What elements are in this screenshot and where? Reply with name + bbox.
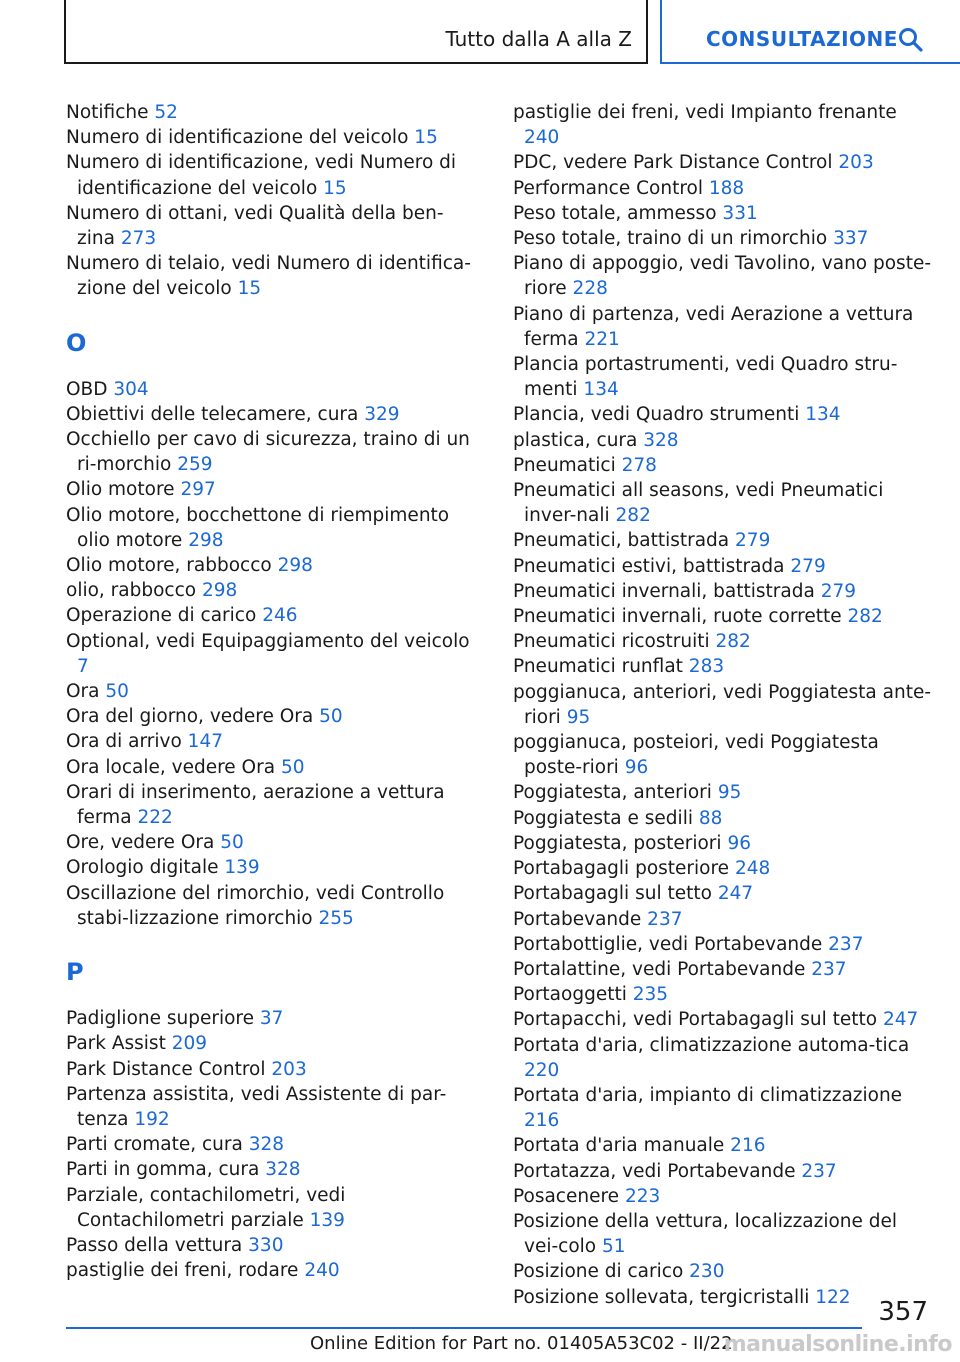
index-entry: [66, 1132, 480, 1157]
index-entry: [513, 1184, 933, 1209]
entry-term: Pneumatici estivi, battistrada: [513, 555, 785, 577]
entry-term: pastiglie dei freni, rodare: [66, 1260, 299, 1282]
entry-page-link[interactable]: 134: [805, 404, 841, 426]
index-entry: [513, 831, 933, 856]
entry-term: Ora: [66, 681, 100, 703]
entry-term: Portata d'aria manuale: [513, 1135, 725, 1157]
entry-page-link[interactable]: 278: [621, 454, 657, 476]
entry-term: Olio motore, rabbocco: [66, 555, 272, 577]
index-entry: [66, 780, 480, 830]
entry-page-link[interactable]: 50: [220, 832, 244, 854]
entry-page-link[interactable]: 282: [615, 505, 651, 527]
entry-term: Portabevande: [513, 908, 642, 930]
index-entry: [513, 982, 933, 1007]
section-title: Tutto dalla A alla Z: [445, 27, 632, 51]
entry-page-link[interactable]: 304: [113, 378, 149, 400]
entry-term: Plancia, vedi Quadro strumenti: [513, 404, 800, 426]
entry-page-link[interactable]: 228: [572, 278, 608, 300]
entry-page-link[interactable]: 139: [309, 1209, 345, 1231]
entry-term: Operazione di carico: [66, 605, 257, 627]
entry-page-link[interactable]: 216: [524, 1110, 560, 1132]
index-entry: [66, 402, 480, 427]
entry-term: Ora del giorno, vedere Ora: [66, 706, 314, 728]
index-entry: [513, 176, 933, 201]
page-header: [0, 0, 960, 66]
index-entry: [66, 201, 480, 251]
entry-page-link[interactable]: 237: [801, 1160, 837, 1182]
entry-page-link[interactable]: 220: [524, 1059, 560, 1081]
entry-term: Numero di identificazione del veicolo: [66, 127, 409, 149]
entry-page-link[interactable]: 337: [833, 228, 869, 250]
entry-term: Piano di partenza, vedi Aerazione a vettura ferma: [513, 303, 914, 350]
entry-term: Pneumatici runflat: [513, 656, 683, 678]
index-entry: [513, 604, 933, 629]
entry-page-link[interactable]: 95: [717, 782, 742, 804]
index-entry: [513, 932, 933, 957]
entry-term: Ore, vedere Ora: [66, 832, 215, 854]
search-icon[interactable]: [898, 27, 924, 53]
entry-page-link[interactable]: 96: [727, 832, 751, 854]
index-entry: [66, 881, 480, 931]
entry-page-link[interactable]: 283: [688, 656, 725, 678]
entry-term: Passo della vettura: [66, 1234, 243, 1256]
entry-page-link[interactable]: 96: [624, 757, 649, 779]
entry-page-link[interactable]: 279: [820, 580, 857, 602]
index-entry: [66, 578, 480, 603]
index-entry: [513, 251, 933, 301]
entry-page-link[interactable]: 279: [790, 555, 826, 577]
entry-page-link[interactable]: 240: [524, 127, 560, 149]
entry-page-link[interactable]: 235: [632, 984, 669, 1006]
entry-page-link[interactable]: 88: [698, 807, 723, 829]
entry-page-link[interactable]: 51: [602, 1236, 626, 1258]
entry-term: Posizione di carico: [513, 1261, 684, 1283]
entry-page-link[interactable]: 222: [137, 807, 173, 829]
index-entry: [513, 856, 933, 881]
index-entry: [513, 654, 933, 679]
entry-page-link[interactable]: 209: [171, 1033, 208, 1055]
entry-page-link[interactable]: 50: [319, 706, 343, 728]
index-entry: [513, 100, 933, 150]
entry-term: Oscillazione del rimorchio, vedi Controllo stabi-lizzazione rimorchio: [66, 882, 445, 929]
index-entry: [513, 579, 933, 604]
entry-term: Plancia portastrumenti, vedi Quadro stru-menti: [513, 354, 898, 401]
index-entry: [513, 907, 933, 932]
entry-term: Pneumatici all seasons, vedi Pneumatici inver-nali: [513, 480, 884, 527]
index-entry: [513, 629, 933, 654]
entry-page-link[interactable]: 298: [188, 529, 224, 551]
entry-page-link[interactable]: 298: [277, 555, 313, 577]
entry-page-link[interactable]: 282: [847, 606, 883, 628]
index-entry: [513, 528, 933, 553]
entry-page-link[interactable]: 328: [265, 1159, 301, 1181]
entry-page-link[interactable]: 52: [154, 102, 178, 123]
entry-term: Obiettivi delle telecamere, cura: [66, 403, 359, 425]
entry-term: Portaoggetti: [513, 984, 627, 1006]
index-entry: [66, 1031, 480, 1056]
entry-page-link[interactable]: 255: [318, 907, 354, 929]
entry-page-link[interactable]: 240: [304, 1260, 340, 1282]
entry-term: Numero di ottani, vedi Qualità della ben-zina: [66, 202, 444, 250]
entry-page-link[interactable]: 203: [838, 152, 874, 174]
index-entry: [66, 729, 480, 754]
entry-page-link[interactable]: 203: [271, 1058, 307, 1080]
entry-page-link[interactable]: 331: [722, 202, 758, 224]
entry-page-link[interactable]: 15: [323, 177, 347, 199]
entry-term: Pneumatici, battistrada: [513, 530, 730, 552]
index-entry: [66, 251, 480, 301]
index-entry: [66, 855, 480, 880]
index-entry: [66, 755, 480, 780]
entry-page-link[interactable]: 330: [248, 1234, 284, 1256]
entry-term: Poggiatesta, anteriori: [513, 782, 712, 804]
page-number: 357: [878, 1297, 928, 1327]
entry-term: Park Assist: [66, 1033, 166, 1055]
entry-term: Ora locale, vedere Ora: [66, 756, 276, 778]
index-entry: [66, 427, 480, 477]
entry-term: Parti cromate, cura: [66, 1134, 243, 1156]
entry-page-link[interactable]: 328: [248, 1134, 285, 1156]
index-entry: [513, 1259, 933, 1284]
index-entry: [513, 806, 933, 831]
entry-term: Pneumatici ricostruiti: [513, 631, 710, 653]
index-entry: [66, 1233, 480, 1258]
entry-term: Portatazza, vedi Portabevande: [513, 1160, 796, 1182]
entry-term: poggianuca, posteiori, vedi Poggiatesta poste-riori: [513, 732, 879, 779]
index-letter-heading: P: [66, 958, 84, 987]
index-entry: [66, 1258, 480, 1283]
entry-term: Orari di inserimento, aerazione a vettura ferma: [66, 781, 445, 829]
entry-page-link[interactable]: 139: [224, 857, 260, 879]
entry-term: plastica, cura: [513, 429, 638, 451]
entry-term: Park Distance Control: [66, 1058, 266, 1080]
entry-term: Posizione sollevata, tergicristalli: [513, 1286, 810, 1308]
entry-page-link[interactable]: 237: [828, 933, 864, 955]
index-entry: [513, 1033, 933, 1083]
entry-page-link[interactable]: 237: [647, 908, 683, 930]
entry-term: Pneumatici invernali, battistrada: [513, 580, 815, 602]
entry-term: Peso totale, traino di un rimorchio: [513, 228, 828, 250]
entry-page-link[interactable]: 328: [643, 429, 679, 451]
entry-page-link[interactable]: 50: [105, 681, 129, 703]
entry-term: Pneumatici: [513, 454, 616, 476]
index-entry: [66, 125, 480, 150]
entry-term: Poggiatesta e sedili: [513, 807, 693, 829]
index-entry: [66, 679, 480, 704]
entry-term: Portabagagli posteriore: [513, 858, 730, 880]
index-entry: [513, 1133, 933, 1158]
index-entry: [513, 428, 933, 453]
entry-page-link[interactable]: 273: [120, 228, 157, 250]
entry-term: Posizione della vettura, localizzazione del vei-colo: [513, 1210, 898, 1258]
index-entry: [66, 629, 480, 679]
entry-page-link[interactable]: 147: [187, 731, 223, 753]
entry-term: olio, rabbocco: [66, 580, 197, 602]
index-entry: [513, 150, 933, 175]
index-entry: [66, 1006, 480, 1031]
entry-page-link[interactable]: 246: [262, 605, 298, 627]
entry-term: Parti in gomma, cura: [66, 1159, 260, 1181]
index-entry: [66, 704, 480, 729]
entry-page-link[interactable]: 248: [734, 858, 771, 880]
entry-term: Orologio digitale: [66, 857, 219, 879]
index-letter-heading: O: [66, 328, 87, 357]
entry-page-link[interactable]: 297: [180, 479, 216, 501]
entry-term: Numero di identificazione, vedi Numero di identificazione del veicolo: [66, 152, 457, 199]
entry-term: Olio motore: [66, 479, 175, 501]
index-column-right: [513, 100, 933, 1310]
entry-page-link[interactable]: 237: [811, 958, 847, 980]
index-entry: [513, 478, 933, 528]
entry-term: Partenza assistita, vedi Assistente di par-tenza: [66, 1083, 447, 1130]
entry-page-link[interactable]: 298: [201, 580, 238, 602]
entry-page-link[interactable]: 7: [77, 655, 89, 677]
index-entry: [66, 1082, 480, 1132]
entry-page-link[interactable]: 279: [735, 530, 771, 552]
entry-page-link[interactable]: 122: [815, 1286, 851, 1308]
entry-term: OBD: [66, 378, 108, 400]
entry-term: pastiglie dei freni, vedi Impianto frenante: [513, 102, 897, 123]
entry-term: Optional, vedi Equipaggiamento del veicolo: [66, 630, 470, 652]
index-entry: [66, 603, 480, 628]
entry-term: Notifiche: [66, 102, 149, 123]
entry-page-link[interactable]: 216: [730, 1135, 766, 1157]
index-entry: [66, 1057, 480, 1082]
index-entry: [513, 1209, 933, 1259]
index-entry: [513, 402, 933, 427]
entry-page-link[interactable]: 95: [566, 706, 591, 728]
index-entry: [66, 553, 480, 578]
section-title-box: [64, 0, 648, 64]
index-entry: [513, 1159, 933, 1184]
entry-page-link[interactable]: 221: [584, 328, 620, 350]
entry-page-link[interactable]: 282: [715, 631, 751, 653]
entry-term: Olio motore, bocchettone di riempimento olio motore: [66, 504, 450, 551]
entry-page-link[interactable]: 329: [364, 403, 400, 425]
entry-term: Portapacchi, vedi Portabagagli sul tetto: [513, 1009, 878, 1031]
index-entry: [513, 780, 933, 805]
entry-term: Poggiatesta, posteriori: [513, 832, 722, 854]
index-entry: [513, 352, 933, 402]
index-entry: [66, 830, 480, 855]
index-entry: [66, 503, 480, 553]
index-entry: [66, 377, 480, 402]
index-entry: [66, 100, 480, 125]
entry-page-link[interactable]: 247: [717, 883, 754, 905]
entry-term: Numero di telaio, vedi Numero di identifica-zione del veicolo: [66, 253, 471, 300]
entry-page-link[interactable]: 230: [689, 1261, 725, 1283]
entry-page-link[interactable]: 223: [624, 1185, 661, 1207]
entry-term: Pneumatici invernali, ruote corrette: [513, 606, 842, 628]
index-entry: [513, 1083, 933, 1133]
index-entry: [513, 226, 933, 251]
index-entry: [513, 680, 933, 730]
entry-term: Padiglione superiore: [66, 1008, 255, 1030]
index-entry: [513, 1285, 933, 1310]
entry-term: Parziale, contachilometri, vedi Contachilometri parziale: [66, 1184, 346, 1231]
index-entry: [513, 302, 933, 352]
entry-page-link[interactable]: 247: [882, 1009, 919, 1031]
entry-page-link[interactable]: 192: [134, 1108, 170, 1130]
index-entry: [66, 1183, 480, 1233]
index-entry: [513, 1007, 933, 1032]
tab-label: CONSULTAZIONE: [706, 27, 898, 51]
entry-term: Portabagagli sul tetto: [513, 883, 712, 905]
entry-term: Portabottiglie, vedi Portabevande: [513, 933, 823, 955]
entry-term: Piano di appoggio, vedi Tavolino, vano poste-riore: [513, 253, 932, 300]
index-entry: [66, 150, 480, 200]
index-entry: [66, 1157, 480, 1182]
entry-page-link[interactable]: 15: [237, 278, 262, 300]
index-entry: [513, 957, 933, 982]
entry-page-link[interactable]: 37: [259, 1008, 284, 1030]
entry-term: Ora di arrivo: [66, 731, 182, 753]
entry-term: Performance Control: [513, 177, 703, 199]
tab-consultazione[interactable]: [660, 0, 960, 64]
entry-term: Portata d'aria, climatizzazione automa-tica: [513, 1034, 910, 1056]
entry-term: PDC, vedere Park Distance Control: [513, 152, 833, 174]
entry-page-link[interactable]: 134: [583, 379, 619, 401]
index-entry: [513, 554, 933, 579]
entry-page-link[interactable]: 50: [280, 756, 305, 778]
entry-page-link[interactable]: 259: [177, 454, 213, 476]
entry-term: Peso totale, ammesso: [513, 202, 717, 224]
edition-text: Online Edition for Part no. 01405A53C02 - II/22: [310, 1333, 733, 1354]
entry-term: Posacenere: [513, 1185, 620, 1207]
entry-term: Portata d'aria, impianto di climatizzazione: [513, 1084, 903, 1106]
entry-term: poggianuca, anteriori, vedi Poggiatesta ante-riori: [513, 681, 932, 728]
index-entry: [513, 201, 933, 226]
entry-term: Portalattine, vedi Portabevande: [513, 958, 806, 980]
index-entry: [513, 730, 933, 780]
index-entry: [513, 453, 933, 478]
index-entry: [513, 881, 933, 906]
watermark: manualsonline.info: [723, 1332, 952, 1357]
entry-term: Occhiello per cavo di sicurezza, traino di un ri-morchio: [66, 429, 470, 476]
entry-page-link[interactable]: 15: [414, 127, 438, 149]
index-entry: [66, 477, 480, 502]
footer-divider: [66, 1327, 862, 1329]
index-column-left: [66, 100, 480, 1283]
entry-page-link[interactable]: 188: [708, 177, 745, 199]
